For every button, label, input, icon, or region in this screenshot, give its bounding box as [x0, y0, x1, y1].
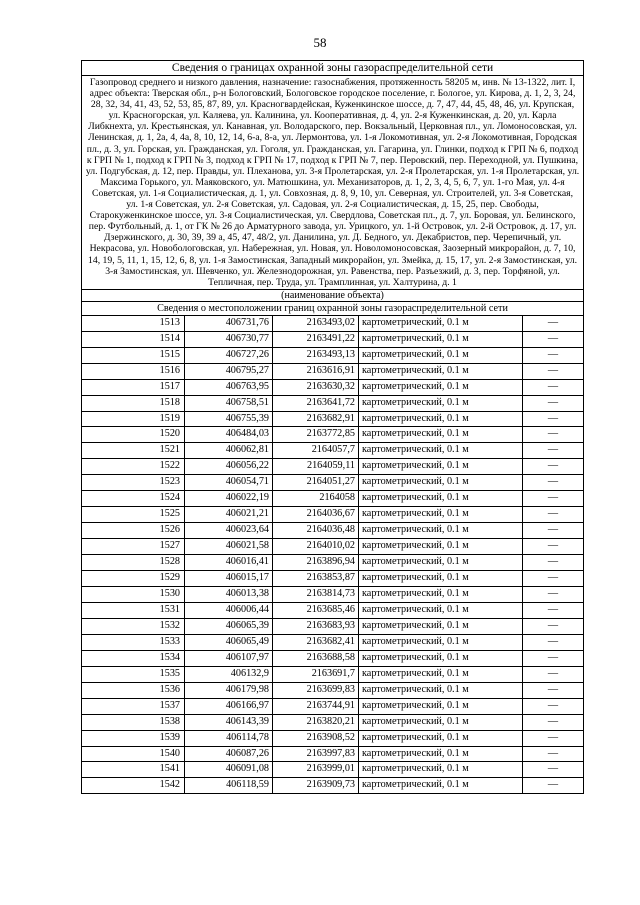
note-dash: — [523, 618, 584, 634]
x-coordinate: 406731,76 [185, 315, 273, 331]
row-number: 1538 [82, 714, 185, 730]
x-coordinate: 406015,17 [185, 571, 273, 587]
note-dash: — [523, 634, 584, 650]
note-dash: — [523, 443, 584, 459]
table-row [82, 523, 584, 539]
table-row [82, 331, 584, 347]
note-dash: — [523, 363, 584, 379]
x-coordinate: 406065,39 [185, 618, 273, 634]
x-coordinate: 406006,44 [185, 602, 273, 618]
object-caption: (наименование объекта) [82, 289, 584, 301]
row-number: 1532 [82, 618, 185, 634]
note-dash: — [523, 571, 584, 587]
note-dash: — [523, 555, 584, 571]
y-coordinate: 2164010,02 [273, 539, 359, 555]
table-row [82, 315, 584, 331]
table-row [82, 714, 584, 730]
note-dash: — [523, 650, 584, 666]
row-number: 1527 [82, 539, 185, 555]
row-number: 1529 [82, 571, 185, 587]
y-coordinate: 2163699,83 [273, 682, 359, 698]
title-row [82, 61, 584, 76]
method-accuracy: картометрический, 0.1 м [359, 682, 523, 698]
method-accuracy: картометрический, 0.1 м [359, 315, 523, 331]
table-row [82, 475, 584, 491]
y-coordinate: 2163493,02 [273, 315, 359, 331]
y-coordinate: 2163683,93 [273, 618, 359, 634]
note-dash: — [523, 523, 584, 539]
y-coordinate: 2163999,01 [273, 762, 359, 778]
table-row [82, 363, 584, 379]
table-row [82, 746, 584, 762]
note-dash: — [523, 427, 584, 443]
y-coordinate: 2164036,67 [273, 507, 359, 523]
row-number: 1519 [82, 411, 185, 427]
table-row [82, 427, 584, 443]
y-coordinate: 2164051,27 [273, 475, 359, 491]
table-row [82, 379, 584, 395]
x-coordinate: 406795,27 [185, 363, 273, 379]
method-accuracy: картометрический, 0.1 м [359, 730, 523, 746]
row-number: 1528 [82, 555, 185, 571]
method-accuracy: картометрический, 0.1 м [359, 778, 523, 794]
row-number: 1522 [82, 459, 185, 475]
x-coordinate: 406013,38 [185, 586, 273, 602]
x-coordinate: 406143,39 [185, 714, 273, 730]
method-accuracy: картометрический, 0.1 м [359, 427, 523, 443]
row-number: 1521 [82, 443, 185, 459]
note-dash: — [523, 459, 584, 475]
row-number: 1541 [82, 762, 185, 778]
y-coordinate: 2163909,73 [273, 778, 359, 794]
table-row [82, 347, 584, 363]
note-dash: — [523, 682, 584, 698]
note-dash: — [523, 395, 584, 411]
x-coordinate: 406107,97 [185, 650, 273, 666]
table-row [82, 491, 584, 507]
method-accuracy: картометрический, 0.1 м [359, 634, 523, 650]
row-number: 1542 [82, 778, 185, 794]
table-row [82, 650, 584, 666]
table-row [82, 395, 584, 411]
y-coordinate: 2163691,7 [273, 666, 359, 682]
method-accuracy: картометрический, 0.1 м [359, 459, 523, 475]
note-dash: — [523, 746, 584, 762]
caption-row [82, 289, 584, 301]
x-coordinate: 406022,19 [185, 491, 273, 507]
row-number: 1534 [82, 650, 185, 666]
y-coordinate: 2164058 [273, 491, 359, 507]
table-row [82, 730, 584, 746]
note-dash: — [523, 714, 584, 730]
x-coordinate: 406021,21 [185, 507, 273, 523]
row-number: 1525 [82, 507, 185, 523]
row-number: 1535 [82, 666, 185, 682]
note-dash: — [523, 411, 584, 427]
method-accuracy: картометрический, 0.1 м [359, 650, 523, 666]
y-coordinate: 2163853,87 [273, 571, 359, 587]
row-number: 1540 [82, 746, 185, 762]
method-accuracy: картометрический, 0.1 м [359, 555, 523, 571]
row-number: 1518 [82, 395, 185, 411]
x-coordinate: 406166,97 [185, 698, 273, 714]
x-coordinate: 406755,39 [185, 411, 273, 427]
page-number: 58 [313, 35, 327, 50]
x-coordinate: 406179,98 [185, 682, 273, 698]
method-accuracy: картометрический, 0.1 м [359, 571, 523, 587]
y-coordinate: 2163630,32 [273, 379, 359, 395]
table-row [82, 459, 584, 475]
location-heading-row [82, 301, 584, 315]
y-coordinate: 2163814,73 [273, 586, 359, 602]
method-accuracy: картометрический, 0.1 м [359, 491, 523, 507]
table-row [82, 602, 584, 618]
note-dash: — [523, 666, 584, 682]
note-dash: — [523, 507, 584, 523]
y-coordinate: 2163997,83 [273, 746, 359, 762]
table-row [82, 698, 584, 714]
method-accuracy: картометрический, 0.1 м [359, 443, 523, 459]
row-number: 1523 [82, 475, 185, 491]
note-dash: — [523, 331, 584, 347]
method-accuracy: картометрический, 0.1 м [359, 586, 523, 602]
note-dash: — [523, 586, 584, 602]
x-coordinate: 406023,64 [185, 523, 273, 539]
row-number: 1539 [82, 730, 185, 746]
method-accuracy: картометрический, 0.1 м [359, 666, 523, 682]
y-coordinate: 2164057,7 [273, 443, 359, 459]
row-number: 1514 [82, 331, 185, 347]
table-row [82, 634, 584, 650]
note-dash: — [523, 778, 584, 794]
x-coordinate: 406118,59 [185, 778, 273, 794]
table-row [82, 618, 584, 634]
row-number: 1533 [82, 634, 185, 650]
note-dash: — [523, 539, 584, 555]
method-accuracy: картометрический, 0.1 м [359, 602, 523, 618]
y-coordinate: 2163682,91 [273, 411, 359, 427]
note-dash: — [523, 730, 584, 746]
table-row [82, 443, 584, 459]
method-accuracy: картометрический, 0.1 м [359, 395, 523, 411]
boundary-table [81, 60, 584, 794]
description-row [82, 76, 584, 290]
table-row [82, 571, 584, 587]
y-coordinate: 2164059,11 [273, 459, 359, 475]
method-accuracy: картометрический, 0.1 м [359, 539, 523, 555]
object-description: Газопровод среднего и низкого давления, назначение: газоснабжения, протяженность 58205 м, инв. № 13-1322, лит. I, адрес объекта: Тверская обл., р-н Бологовский, Бологовское городское поселение, г. Бологое, ул. Кирова, д. 1, 2, 3, 24, 28, 32, 34, 41, 43, 52, 53, 85, 87, 89, ул. Красногвардейская, Куженкинское шоссе, д. 7, 47, 44, 45, 48, 46, ул. Крупская, ул. Красногорская, ул. Каляева, ул. Калинина, ул. Кооперативная, д. 4, ул. 2-я Куженкинская, д. 20, ул. Карла Либкнехта, ул. Крестьянская, ул. Канавная, ул. Володарского, пер. Вокзальный, Церковная пл., ул. Ломоносовская, ул. Ленинская, д. 1, 2а, 4, 4а, 8, 10, 12, 14, 6-а, 8-а, ул. Лермонтова, ул. 1-я Локомотивная, ул. 2-я Локомотивная, Городская пл., д. 3, ул. Горская, ул. Гражданская, ул. Гоголя, ул. Гражданская, ул. Гагарина, ул. Глинки, подход к ГРП № 6, подход к ГРП № 1, подход к ГРП № 3, подход к ГРП № 17, подход к ГРП № 7, пер. Перовский, пер. Переходной, ул. Пушкина, ул. Подгубская, д. 12, пер. Правды, ул. Плеханова, ул. 3-я Пролетарская, ул. 2-я Пролетарская, ул. 1-я Пролетарская, ул. Максима Горького, ул. Маяковского, ул. Матюшкина, ул. Механизаторов, д. 1, 2, 3, 4, 5, 6, 7, ул. 1-го Мая, ул. 4-я Советская, ул. 1-я Социалистическая, д. 1, ул. Совхозная, д. 8, 9, 10, ул. Северная, ул. Строителей, ул. 3-я Советская, ул. 1-я Советская, ул. 2-я Советская, ул. Садовая, ул. 2-я Социалистическая, д. 15, 25, пер. Свободы, Старокуженкинское шоссе, ул. 3-я Социалистическая, ул. Свердлова, Советская пл., д. 7, ул. Боровая, ул. Белинского, пер. Футбольный, д. 1, от ГК № 26 до Арматурного завода, ул. Урицкого, ул. 1-й Островок, ул. 2-й Островок, д. 17, ул. Дзержинского, д. 30, 39, 39 а, 45, 47, 48/2, ул. Данилина, ул. Д. Бедного, ул. Декабристов, пер. Черепичный, ул. Некрасова, ул. Новобологовская, ул. Набережная, ул. Новая, ул. Новоломоносовская, Заозерный микрорайон, д. 7, 10, 14, 19, 5, 11, 1, 15, 12, 6, 8, ул. 1-я Замостинская, Западный микрорайон, ул. Змейка, д. 15, 17, ул. 2-я Замостинская, ул. 3-я Замостинская, ул. Шевченко, ул. Железнодорожная, ул. Равенства, пер. Разъезжий, д. 3, пер. Торфяной, ул. Тепличная, пер. Труда, ул. Трамплинная, ул. Халтурина, д. 1 [82, 76, 584, 290]
method-accuracy: картометрический, 0.1 м [359, 331, 523, 347]
table-row [82, 762, 584, 778]
x-coordinate: 406087,26 [185, 746, 273, 762]
row-number: 1517 [82, 379, 185, 395]
note-dash: — [523, 315, 584, 331]
table-row [82, 555, 584, 571]
table-row [82, 666, 584, 682]
y-coordinate: 2163688,58 [273, 650, 359, 666]
y-coordinate: 2163685,46 [273, 602, 359, 618]
note-dash: — [523, 698, 584, 714]
method-accuracy: картометрический, 0.1 м [359, 379, 523, 395]
y-coordinate: 2163491,22 [273, 331, 359, 347]
x-coordinate: 406065,49 [185, 634, 273, 650]
x-coordinate: 406062,81 [185, 443, 273, 459]
method-accuracy: картометрический, 0.1 м [359, 698, 523, 714]
location-heading: Сведения о местоположении границ охранной зоны газораспределительной сети [82, 301, 584, 315]
method-accuracy: картометрический, 0.1 м [359, 411, 523, 427]
x-coordinate: 406758,51 [185, 395, 273, 411]
row-number: 1520 [82, 427, 185, 443]
method-accuracy: картометрический, 0.1 м [359, 347, 523, 363]
method-accuracy: картометрический, 0.1 м [359, 618, 523, 634]
x-coordinate: 406091,08 [185, 762, 273, 778]
x-coordinate: 406763,95 [185, 379, 273, 395]
x-coordinate: 406056,22 [185, 459, 273, 475]
table-row [82, 586, 584, 602]
table-row [82, 411, 584, 427]
method-accuracy: картометрический, 0.1 м [359, 714, 523, 730]
y-coordinate: 2163616,91 [273, 363, 359, 379]
row-number: 1526 [82, 523, 185, 539]
y-coordinate: 2163641,72 [273, 395, 359, 411]
x-coordinate: 406132,9 [185, 666, 273, 682]
y-coordinate: 2163772,85 [273, 427, 359, 443]
method-accuracy: картометрический, 0.1 м [359, 762, 523, 778]
x-coordinate: 406054,71 [185, 475, 273, 491]
method-accuracy: картометрический, 0.1 м [359, 523, 523, 539]
table-row [82, 682, 584, 698]
note-dash: — [523, 475, 584, 491]
row-number: 1531 [82, 602, 185, 618]
y-coordinate: 2163908,52 [273, 730, 359, 746]
x-coordinate: 406021,58 [185, 539, 273, 555]
x-coordinate: 406114,78 [185, 730, 273, 746]
document-title: Сведения о границах охранной зоны газораспределительной сети [82, 61, 584, 76]
table-row [82, 539, 584, 555]
row-number: 1524 [82, 491, 185, 507]
method-accuracy: картометрический, 0.1 м [359, 363, 523, 379]
row-number: 1515 [82, 347, 185, 363]
row-number: 1530 [82, 586, 185, 602]
y-coordinate: 2163493,13 [273, 347, 359, 363]
note-dash: — [523, 602, 584, 618]
y-coordinate: 2163744,91 [273, 698, 359, 714]
method-accuracy: картометрический, 0.1 м [359, 746, 523, 762]
x-coordinate: 406484,03 [185, 427, 273, 443]
y-coordinate: 2164036,48 [273, 523, 359, 539]
method-accuracy: картометрический, 0.1 м [359, 507, 523, 523]
note-dash: — [523, 379, 584, 395]
table-row [82, 778, 584, 794]
y-coordinate: 2163820,21 [273, 714, 359, 730]
x-coordinate: 406730,77 [185, 331, 273, 347]
row-number: 1536 [82, 682, 185, 698]
row-number: 1537 [82, 698, 185, 714]
method-accuracy: картометрический, 0.1 м [359, 475, 523, 491]
note-dash: — [523, 491, 584, 507]
table-row [82, 507, 584, 523]
row-number: 1516 [82, 363, 185, 379]
note-dash: — [523, 347, 584, 363]
x-coordinate: 406727,26 [185, 347, 273, 363]
x-coordinate: 406016,41 [185, 555, 273, 571]
y-coordinate: 2163896,94 [273, 555, 359, 571]
row-number: 1513 [82, 315, 185, 331]
note-dash: — [523, 762, 584, 778]
y-coordinate: 2163682,41 [273, 634, 359, 650]
